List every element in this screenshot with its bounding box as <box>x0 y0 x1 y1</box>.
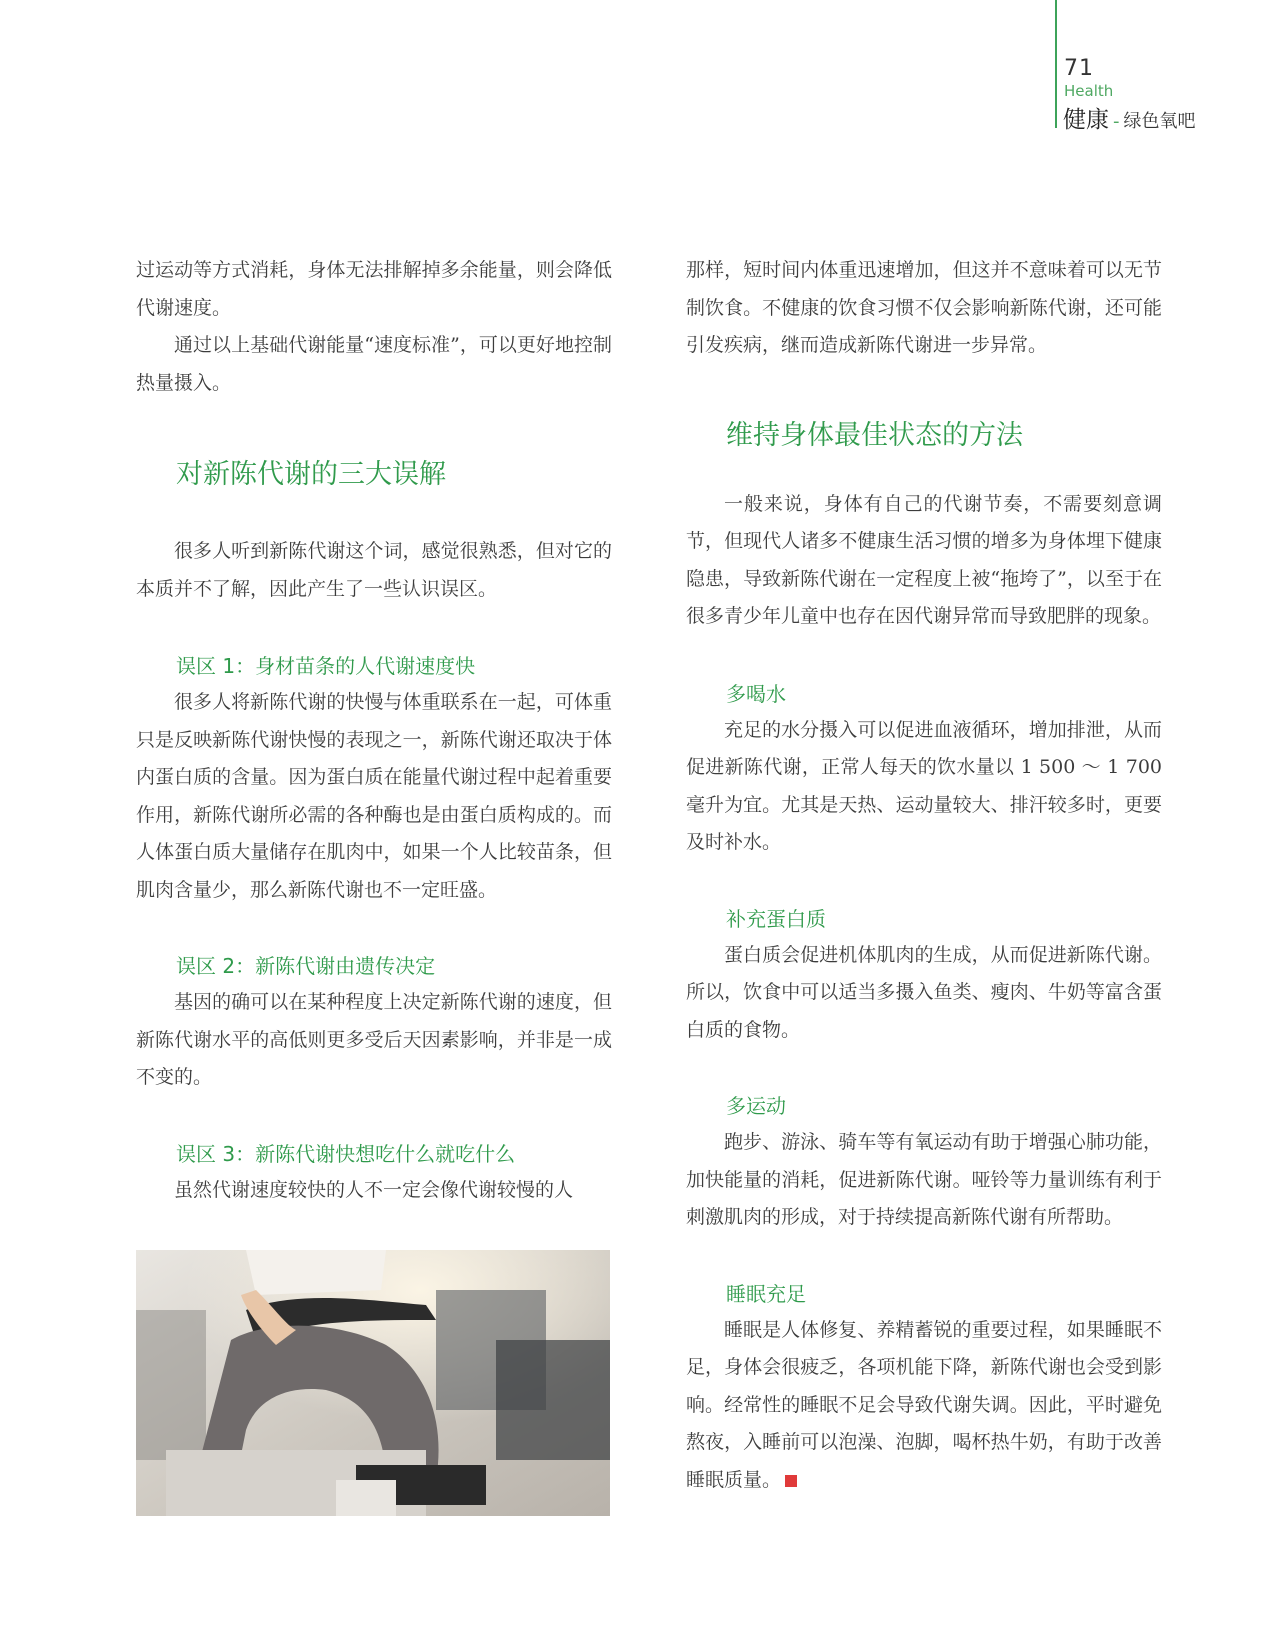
section-name-cn <box>1063 101 1196 134</box>
method-title: 多喝水 <box>726 681 786 706</box>
paragraph: 一般来说，身体有自己的代谢节奏，不需要刻意调节，但现代人诸多不健康生活习惯的增多为身体埋下健康隐患，导致新陈代谢在一定程度上被“拖垮了”，以至于在很多青少年儿童中也存在因代谢异常而导致肥胖的现象。 <box>686 492 1162 627</box>
gym-illustration <box>136 1250 610 1516</box>
paragraph: 过运动等方式消耗，身体无法排解掉多余能量，则会降低代谢速度。 <box>136 259 612 319</box>
paragraph: 很多人将新陈代谢的快慢与体重联系在一起，可体重只是反映新陈代谢快慢的表现之一，新陈代谢还取决于体内蛋白质的含量。因为蛋白质在能量代谢过程中起着重要作用，新陈代谢所必需的各种酶也是由蛋白质构成的。而人体蛋白质大量储存在肌肉中，如果一个人比较苗条，但肌肉含量少，那么新陈代谢也不一定旺盛。 <box>136 691 612 901</box>
paragraph: 蛋白质会促进机体肌肉的生成，从而促进新陈代谢。所以，饮食中可以适当多摄入鱼类、瘦肉、牛奶等富含蛋白质的食物。 <box>686 943 1162 1041</box>
method-title: 补充蛋白质 <box>726 906 826 931</box>
paragraph <box>686 1312 1162 1500</box>
end-mark-icon: s <box>785 1475 797 1487</box>
section-cn-label: 健康 <box>1063 107 1109 133</box>
left-column <box>136 252 612 1209</box>
header-rule <box>1055 0 1057 128</box>
sleep-text: 睡眠是人体修复、养精蓄锐的重要过程，如果睡眠不足，身体会很疲乏，各项机能下降，新陈代谢也会受到影响。经常性的睡眠不足会导致代谢失调。因此，平时避免熬夜，入睡前可以泡澡、泡脚，喝杯热牛奶，有助于改善睡眠质量。 <box>686 1318 1162 1491</box>
section-name-en: Health <box>1064 82 1114 100</box>
right-column <box>686 252 1162 1499</box>
myth-title: 误区 2：新陈代谢由遗传决定 <box>176 954 436 978</box>
paragraph: 充足的水分摄入可以促进血液循环，增加排泄，从而促进新陈代谢，正常人每天的饮水量以 1 500 ～ 1 700 毫升为宜。尤其是天热、运动量较大、排汗较多时，更要及时补水。 <box>686 718 1162 853</box>
paragraph: 通过以上基础代谢能量“速度标准”，可以更好地控制热量摄入。 <box>136 334 612 394</box>
paragraph: 虽然代谢速度较快的人不一定会像代谢较慢的人 <box>174 1178 574 1201</box>
paragraph: 很多人听到新陈代谢这个词，感觉很熟悉，但对它的本质并不了解，因此产生了一些认识误区。 <box>136 540 612 600</box>
header-separator: - <box>1113 111 1120 132</box>
section-title: 对新陈代谢的三大误解 <box>176 459 446 490</box>
method-title: 多运动 <box>726 1094 786 1118</box>
column-name: 绿色氧吧 <box>1123 111 1196 132</box>
myth-title: 误区 3：新陈代谢快想吃什么就吃什么 <box>176 1141 516 1166</box>
rowing-machine-photo <box>136 1250 610 1516</box>
myth-title: 误区 1：身材苗条的人代谢速度快 <box>176 654 476 678</box>
method-title: 睡眠充足 <box>726 1281 806 1306</box>
paragraph: 基因的确可以在某种程度上决定新陈代谢的速度，但新陈代谢水平的高低则更多受后天因素影响，并非是一成不变的。 <box>136 991 612 1088</box>
paragraph: 跑步、游泳、骑车等有氧运动有助于增强心肺功能，加快能量的消耗，促进新陈代谢。哑铃等力量训练有利于刺激肌肉的形成，对于持续提高新陈代谢有所帮助。 <box>686 1131 1162 1228</box>
page-number: 71 <box>1064 56 1094 81</box>
paragraph: 那样，短时间内体重迅速增加，但这并不意味着可以无节制饮食。不健康的饮食习惯不仅会影响新陈代谢，还可能引发疾病，继而造成新陈代谢进一步异常。 <box>686 259 1162 356</box>
section-title: 维持身体最佳状态的方法 <box>726 419 1023 451</box>
